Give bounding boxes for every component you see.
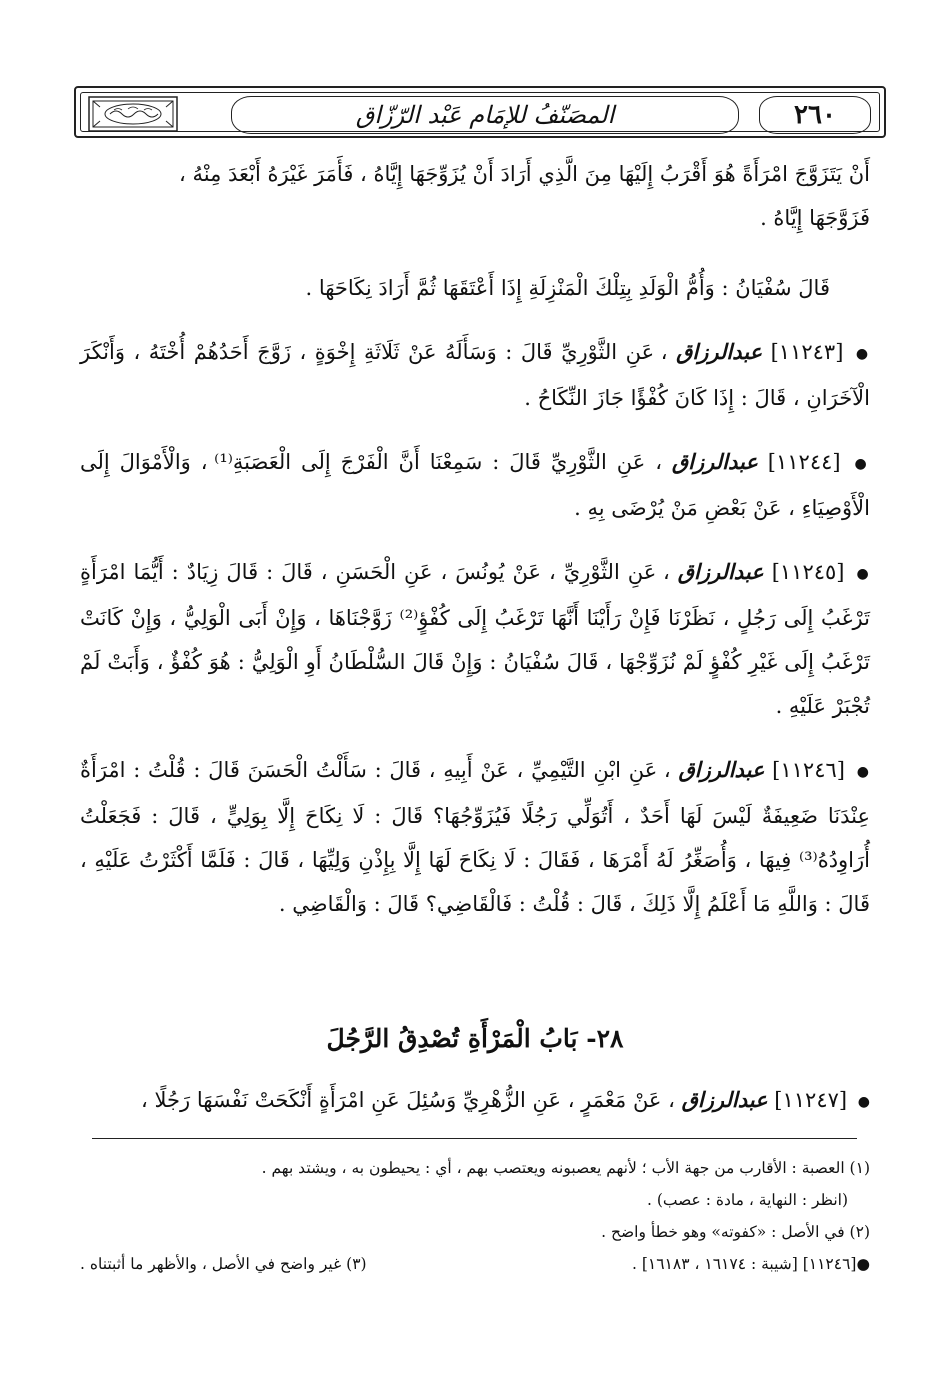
footnote-divider <box>92 1138 857 1139</box>
narrator-name: عبدالرزاق <box>676 339 763 364</box>
text-line: فَزَوَّجَهَا إِيَّاهُ . <box>760 206 870 230</box>
hadith-text: ، عَنِ ابْنِ التَّيْمِيِّ ، عَنْ أَبِيهِ ، قَالَ : سَأَلْتُ الْحَسَنَ قَالَ : قُلْتُ : امْرَأَةٌ عِنْدَنَا ضَعِيفَةٌ لَيْسَ لَهَا أَحَدٌ ، أَتُوَلِّي رَجُلًا فَيُزَوِّجُهَا؟ قَالَ : لَا نِكَاحَ إِلَّا بِوَلِيٍّ ، قَالَ : فَجَعَلْتُ أُرَاوِدُهُ⁽³⁾ فِيهَا ، وَأُصَغِّرُ لَهُ أَمْرَهَا ، فَقَالَ : لَا نِكَاحَ لَهَا إِلَّا بِإِذْنِ وَلِيِّهَا ، قَالَ : فَلَمَّا أَكْثَرْتُ عَلَيْهِ ، قَالَ : وَاللَّهِ مَا أَعْلَمُ إِلَّا ذَلِكَ ، قَالَ : قُلْتُ : فَالْقَاضِي؟ قَالَ : وَالْقَاضِي . <box>80 758 870 916</box>
cross-reference: ●[١١٢٤٦] [شيبة : ١٦١٧٤ ، ١٦١٨٣] . <box>631 1255 870 1273</box>
running-title: المصَنّفُ للإمَام عَبْد الرّزّاق <box>231 96 739 134</box>
hadith-number: [١١٢٤٦] <box>772 758 845 782</box>
hadith-paragraph <box>80 440 870 530</box>
text-line: قَالَ سُفْيَانُ : وَأُمُّ الْوَلَدِ بِتِلْكَ الْمَنْزِلَةِ إِذَا أَعْتَقَهَا ثُمَّ أَرَادَ نِكَاحَهَا . <box>305 276 830 300</box>
hadith-paragraph <box>80 1078 870 1124</box>
hadith-text: ، عَنِ الثَّوْرِيِّ قَالَ : سَمِعْنَا أَنَّ الْفَرْجَ إِلَى الْعَصَبَةِ⁽¹⁾ ، وَالْأَمْوَالَ إِلَى الْأَوْصِيَاءِ ، عَنْ بَعْضِ مَنْ يُرْضَى بِهِ . <box>80 450 870 520</box>
hadith-number: [١١٢٤٣] <box>770 340 844 364</box>
hadith-11246 <box>80 748 870 926</box>
narrator-name: عبدالرزاق <box>681 1087 768 1112</box>
hadith-text: ، عَنْ مَعْمَرٍ ، عَنِ الزُّهْرِيِّ وَسُئِلَ عَنِ امْرَأَةٍ أَنْكَحَتْ نَفْسَهَا رَجُلًا ، <box>141 1088 675 1112</box>
ornamental-seal-icon <box>87 95 179 133</box>
continued-paragraph <box>80 152 870 240</box>
hadith-paragraph <box>80 748 870 926</box>
footnote-1: (١) العصبة : الأقارب من جهة الأب ؛ لأنهم يعصبونه ويعتصب بهم ، أي : يحيطون به ، ويشتد بهم . <box>261 1159 870 1177</box>
text-line: أَنْ يَتَزَوَّجَ امْرَأَةً هُوَ أَقْرَبُ إِلَيْهَا مِنَ الَّذِي أَرَادَ أَنْ يُزَوِّجَهَا إِيَّاهُ ، فَأَمَرَ غَيْرَهُ أَبْعَدَ مِنْهُ ، <box>179 162 870 186</box>
hadith-11245 <box>80 550 870 728</box>
footnote-3: (٣) غير واضح في الأصل ، والأظهر ما أثبتناه . <box>80 1255 367 1273</box>
hadith-text: ، عَنِ الثَّوْرِيِّ قَالَ : وَسَأَلَهُ عَنْ ثَلَاثَةِ إِخْوَةٍ ، زَوَّجَ أَحَدُهُمْ أُخْتَهُ ، وَأَنْكَرَ الْآخَرَانِ ، قَالَ : إِذَا كَانَ كُفْؤًا جَازَ النِّكَاحُ . <box>80 340 870 410</box>
hadith-11244 <box>80 440 870 530</box>
sufyan-remark <box>80 266 870 310</box>
header-frame <box>80 92 880 132</box>
hadith-number: [١١٢٤٤] <box>767 450 841 474</box>
footnote-row <box>80 1248 870 1280</box>
page-number: ٢٦٠ <box>759 96 871 134</box>
hadith-11247 <box>80 1078 870 1124</box>
footnote-2: (٢) في الأصل : «كفوته» وهو خطأ واضح . <box>601 1223 870 1241</box>
narrator-name: عبدالرزاق <box>677 559 764 584</box>
hadith-number: [١١٢٤٥] <box>771 560 845 584</box>
narrator-name: عبدالرزاق <box>671 449 758 474</box>
footnote-1-reference: (انظر : النهاية ، مادة : عصب) . <box>646 1191 848 1209</box>
hadith-paragraph <box>80 330 870 420</box>
footnotes <box>80 1152 870 1280</box>
hadith-11243 <box>80 330 870 420</box>
hadith-paragraph <box>80 550 870 728</box>
chapter-heading: ٢٨- بَابُ الْمَرْأَةِ تُصْدِقُ الرَّجُلَ <box>326 1024 624 1053</box>
hadith-text: ، عَنِ الثَّوْرِيِّ ، عَنْ يُونُسَ ، عَنِ الْحَسَنِ ، قَالَ : قَالَ زِيَادٌ : أَيُّمَا امْرَأَةٍ تَرْغَبُ إِلَى رَجُلٍ ، نَظَرْنَا فَإِنْ رَأَيْنَا أَنَّهَا تَرْغَبُ إِلَى كُفْؤٍ⁽²⁾ زَوَّجْنَاهَا ، وَإِنْ أَبَى الْوَلِيُّ ، وَإِنْ كَانَتْ تَرْغَبُ إِلَى غَيْرِ كُفْؤٍ لَمْ نُزَوِّجْهَا ، قَالَ سُفْيَانُ : وَإِنْ قَالَ السُّلْطَانُ أَوِ الْوَلِيُّ : هُوَ كُفْؤٌ ، وَأَبَتْ لَمْ تُجْبَرْ عَلَيْهِ . <box>80 560 870 718</box>
hadith-number: [١١٢٤٧] <box>774 1088 848 1112</box>
running-header <box>74 86 886 138</box>
narrator-name: عبدالرزاق <box>678 757 765 782</box>
